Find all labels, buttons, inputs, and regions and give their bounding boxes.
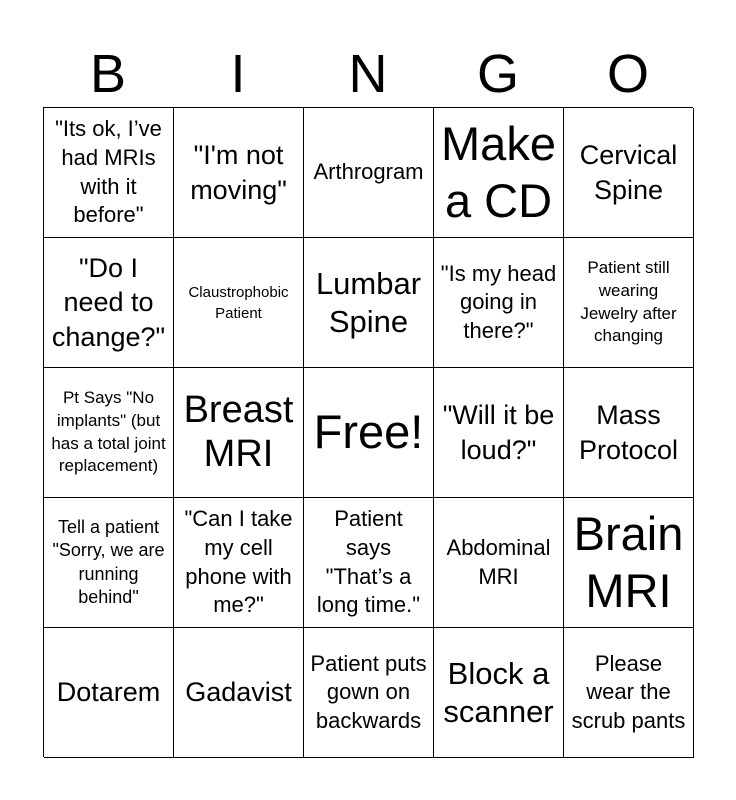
bingo-cell-r4c3[interactable]: Patient says "That’s a long time." xyxy=(304,498,434,628)
bingo-cell-r3c4[interactable]: "Will it be loud?" xyxy=(434,368,564,498)
bingo-cell-r4c2[interactable]: "Can I take my cell phone with me?" xyxy=(174,498,304,628)
bingo-cell-r5c1[interactable]: Dotarem xyxy=(44,628,174,758)
header-letter-i: I xyxy=(230,44,246,104)
bingo-header xyxy=(43,40,693,108)
bingo-cell-r4c4[interactable]: Abdominal MRI xyxy=(434,498,564,628)
free-space[interactable]: Free! xyxy=(304,368,434,498)
bingo-cell-r3c5[interactable]: Mass Protocol xyxy=(564,368,694,498)
header-letter-n: N xyxy=(348,44,388,104)
bingo-cell-r1c1[interactable]: "Its ok, I’ve had MRIs with it before" xyxy=(44,108,174,238)
bingo-cell-r5c4[interactable]: Block a scanner xyxy=(434,628,564,758)
bingo-cell-r1c3[interactable]: Arthrogram xyxy=(304,108,434,238)
bingo-cell-r5c2[interactable]: Gadavist xyxy=(174,628,304,758)
bingo-cell-r5c3[interactable]: Patient puts gown on backwards xyxy=(304,628,434,758)
bingo-cell-r2c2[interactable]: Claustrophobic Patient xyxy=(174,238,304,368)
bingo-cell-r1c4[interactable]: Make a CD xyxy=(434,108,564,238)
bingo-cell-r3c2[interactable]: Breast MRI xyxy=(174,368,304,498)
bingo-cell-r1c5[interactable]: Cervical Spine xyxy=(564,108,694,238)
bingo-cell-r2c1[interactable]: "Do I need to change?" xyxy=(44,238,174,368)
bingo-cell-r2c5[interactable]: Patient still wearing Jewelry after changing xyxy=(564,238,694,368)
header-letter-o: O xyxy=(606,44,649,104)
bingo-cell-r5c5[interactable]: Please wear the scrub pants xyxy=(564,628,694,758)
header-letter-g: G xyxy=(476,44,519,104)
bingo-grid xyxy=(43,107,693,757)
bingo-cell-r2c4[interactable]: "Is my head going in there?" xyxy=(434,238,564,368)
bingo-cell-r4c5[interactable]: Brain MRI xyxy=(564,498,694,628)
header-letter-b: B xyxy=(89,44,127,104)
bingo-cell-r4c1[interactable]: Tell a patient "Sorry, we are running behind" xyxy=(44,498,174,628)
bingo-cell-r2c3[interactable]: Lumbar Spine xyxy=(304,238,434,368)
bingo-cell-r1c2[interactable]: "I'm not moving" xyxy=(174,108,304,238)
bingo-cell-r3c1[interactable]: Pt Says "No implants" (but has a total joint replacement) xyxy=(44,368,174,498)
